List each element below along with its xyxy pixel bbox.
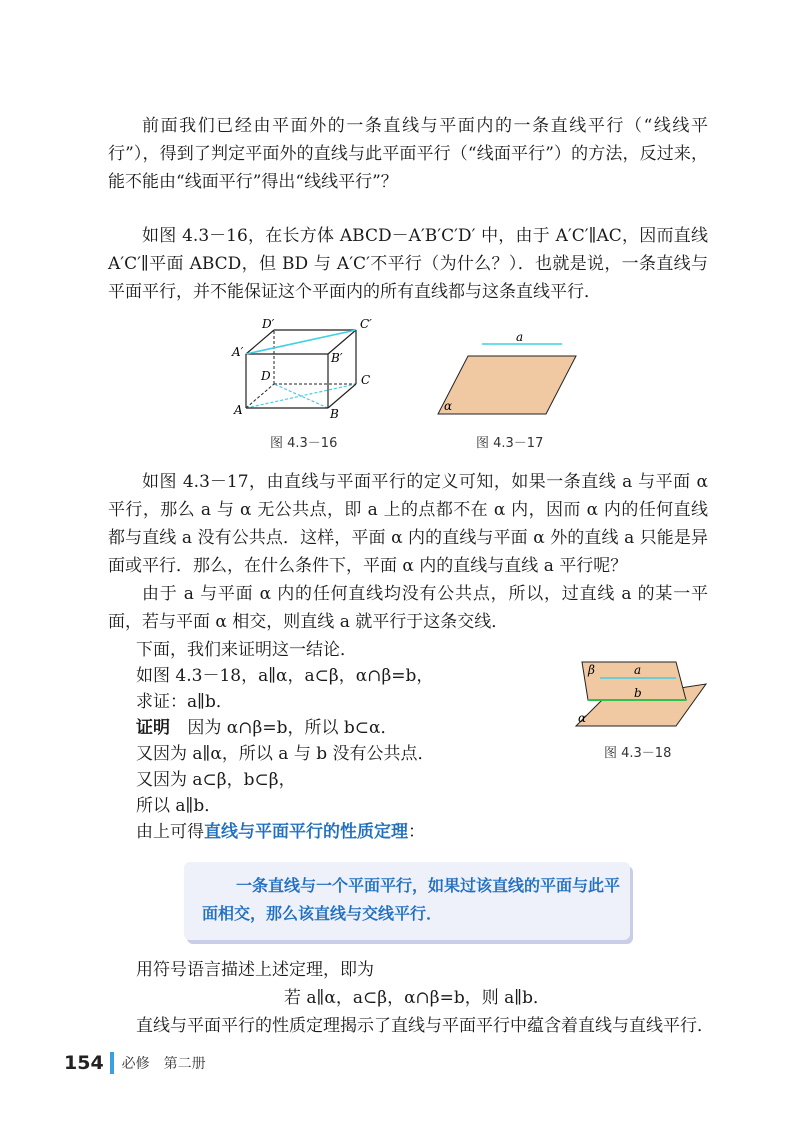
intersecting-planes-figure: [572, 660, 712, 732]
symbolic-formula: 若 a∥α，a⊂β，α∩β=b，则 a∥b．: [284, 988, 551, 1008]
proof-given: 如图 4.3－18，a∥α，a⊂β，α∩β=b，: [136, 666, 434, 686]
transition-line: 下面，我们来证明这一结论．: [136, 640, 357, 660]
label-a: A: [234, 403, 243, 417]
label-b-prime: B′: [331, 351, 343, 365]
label-b: B: [330, 407, 339, 421]
intro-paragraph: 前面我们已经由平面外的一条直线与平面内的一条直线平行（“线线平行”），得到了判定平面外的直线与此平面平行（“线面平行”）的方法，反过来，能不能由“线面平行”得出“线线平行”？: [108, 116, 708, 192]
label-d-prime: D′: [262, 317, 275, 331]
label-plane-alpha: α: [444, 399, 453, 413]
label-c-prime: C′: [360, 317, 372, 331]
label-line-a: a: [516, 330, 524, 344]
cuboid-figure: [228, 314, 388, 424]
label-d: D: [261, 369, 271, 383]
proof-label: 证明: [136, 718, 170, 738]
theorem-name: 直线与平面平行的性质定理: [204, 822, 408, 842]
label-fig18-alpha: α: [578, 711, 587, 725]
proof-step-3: 又因为 a⊂β，b⊂β，: [136, 770, 296, 790]
page-bar: [110, 1052, 114, 1074]
theorem-box: [184, 862, 630, 940]
proof-step-4: 所以 a∥b．: [136, 796, 222, 816]
proof-step-1: 因为 α∩β=b，所以 b⊂α．: [187, 718, 398, 738]
figure-18-caption: 图 4.3－18: [604, 746, 672, 761]
line-plane-figure: [432, 328, 582, 418]
page-number: 154: [64, 1052, 104, 1074]
book-title: 必修 第二册: [121, 1056, 206, 1072]
label-a-prime: A′: [232, 345, 244, 359]
proof-step-2: 又因为 a∥α，所以 a 与 b 没有公共点．: [136, 744, 435, 764]
conclusion-suffix: ：: [408, 822, 425, 842]
proof-to-prove: 求证：a∥b．: [136, 692, 233, 712]
closing-line: 直线与平面平行的性质定理揭示了直线与平面平行中蕴含着直线与直线平行．: [136, 1016, 714, 1036]
figure-16-paragraph: 如图 4.3－16，在长方体 ABCD－A′B′C′D′ 中，由于 A′C′∥AC，因而直线 A′C′∥平面 ABCD，但 BD 与 A′C′不平行（为什么？）．也就是说，一条直线与平面平行，并不能保证这个平面内的所有直线都与这条直线平行．: [108, 226, 708, 302]
label-fig18-a: a: [634, 663, 642, 677]
conclusion-line: [136, 818, 425, 846]
definition-paragraph: 如图 4.3－17，由直线与平面平行的定义可知，如果一条直线 a 与平面 α 平行，那么 a 与 α 无公共点，即 a 上的点都不在 α 内，因而 α 内的任何直线都与直线 a 没有公共点．这样，平面 α 内的直线与平面 α 外的直线 a 只能是异面或平行．那么，在什么条件下，平面 α 内的直线与直线 a 平行呢？: [108, 472, 708, 576]
symbolic-intro: 用符号语言描述上述定理，即为: [136, 960, 374, 980]
label-fig18-b: b: [634, 686, 642, 700]
reasoning-paragraph: 由于 a 与平面 α 内的任何直线均没有公共点，所以，过直线 a 的某一平面，若与平面 α 相交，则直线 a 就平行于这条交线．: [108, 584, 708, 632]
conclusion-prefix: 由上可得: [136, 822, 204, 842]
label-c: C: [361, 373, 371, 387]
proof-step-1-line: [136, 714, 398, 742]
theorem-text: 一条直线与一个平面平行，如果过该直线的平面与此平面相交，那么该直线与交线平行．: [202, 876, 621, 923]
figure-16-caption: 图 4.3－16: [270, 436, 338, 451]
figure-17-caption: 图 4.3－17: [476, 436, 544, 451]
label-beta: β: [588, 663, 595, 677]
page-footer: [64, 1050, 206, 1076]
